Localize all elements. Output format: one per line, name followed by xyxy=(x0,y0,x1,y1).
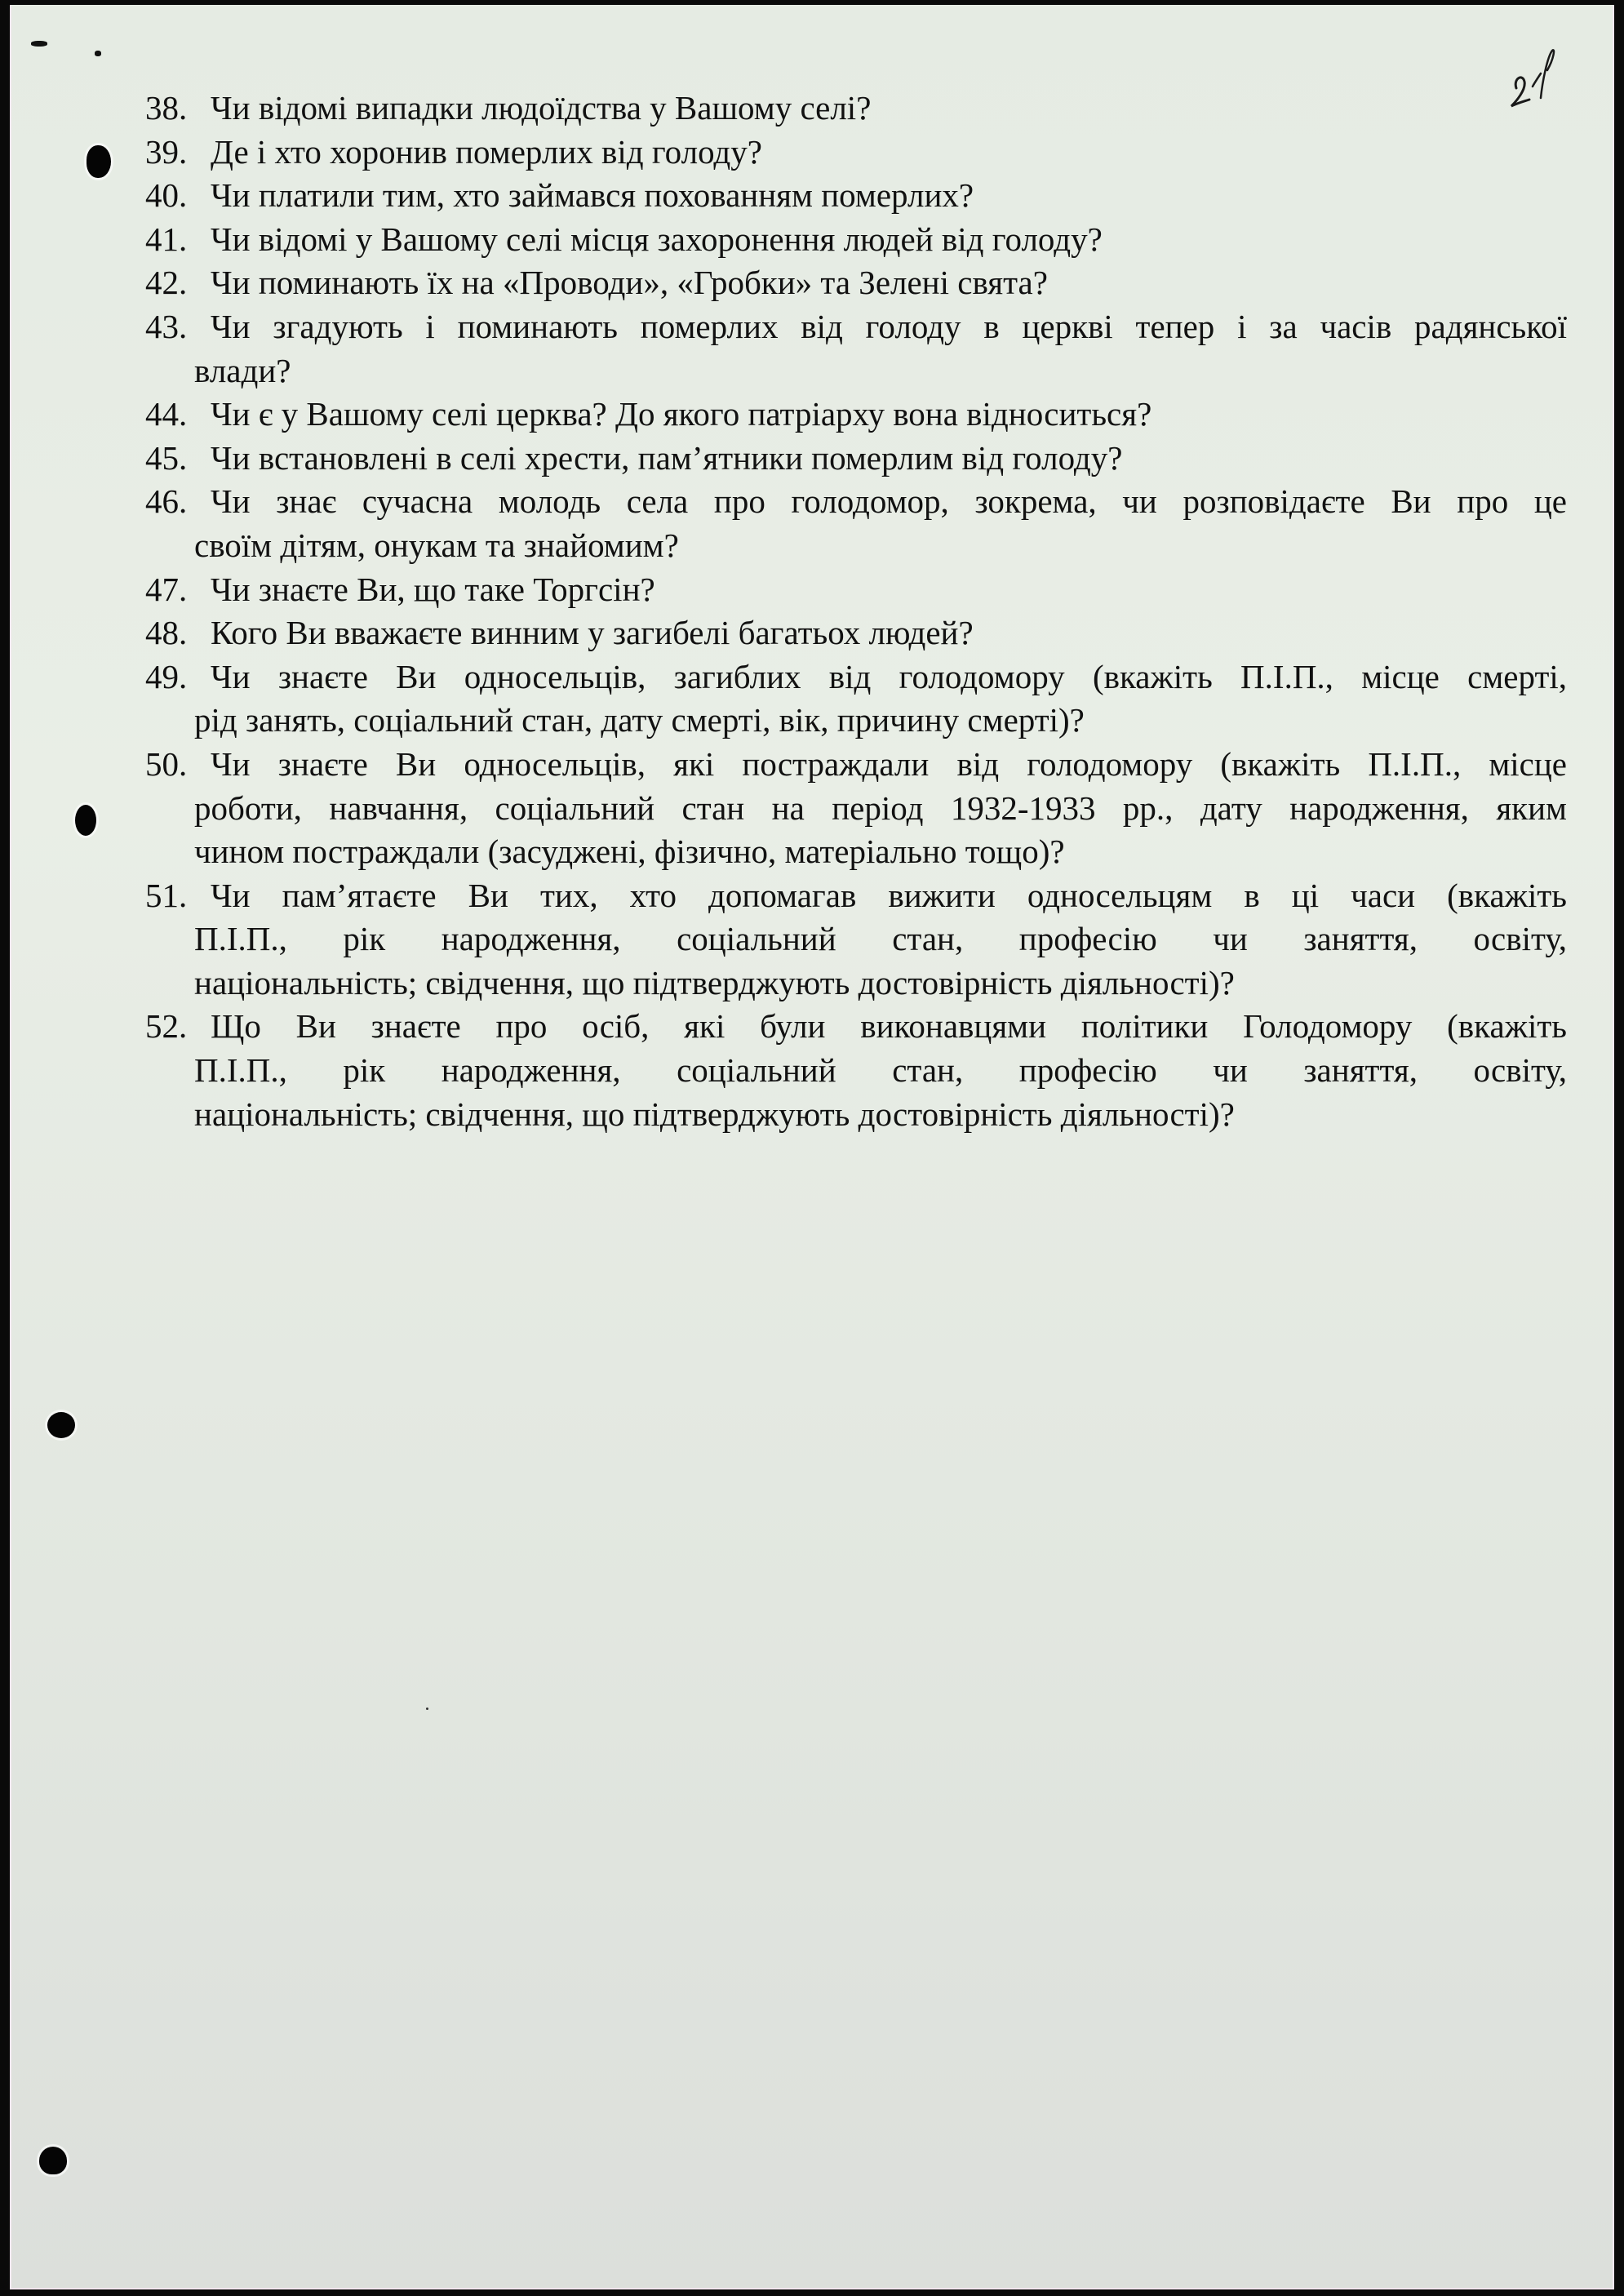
staple-mark-left xyxy=(31,41,47,47)
question-text-line: Чи встановлені в селі хрести, пам’ятники померлим від голоду? xyxy=(211,438,1123,477)
question-number: 40. xyxy=(145,176,188,215)
question-number: 38. xyxy=(145,89,188,127)
question-item xyxy=(134,87,1567,131)
question-text xyxy=(194,261,1567,305)
question-text xyxy=(194,655,1567,743)
question-text-line: влади? xyxy=(194,351,291,389)
question-text-line: П.І.П., рік народження, соціальний стан, професію чи заняття, освіту, xyxy=(194,920,1567,958)
question-text-line: Чи поминають їх на «Проводи», «Гробки» та Зелені свята? xyxy=(211,264,1048,302)
question-text-line: Чи знає сучасна молодь села про голодомор, зокрема, чи розповідаєте Ви про це xyxy=(211,482,1567,521)
question-number: 45. xyxy=(145,438,188,477)
question-text-line: Чи відомі випадки людоїдства у Вашому селі? xyxy=(211,89,872,127)
question-number: 43. xyxy=(145,307,188,345)
question-text xyxy=(194,568,1567,612)
punch-hole-3 xyxy=(47,1412,75,1438)
question-item xyxy=(134,655,1567,743)
punch-hole-2 xyxy=(75,805,96,836)
question-text-line: Що Ви знаєте про осіб, які були виконавцями політики Голодомору (вкажіть xyxy=(211,1007,1567,1046)
question-text-line: роботи, навчання, соціальний стан на період 1932-1933 рр., дату народження, яким xyxy=(194,788,1567,827)
question-number: 47. xyxy=(145,570,188,608)
question-text-line: національність; свідчення, що підтверджують достовірність діяльності)? xyxy=(194,1095,1235,1133)
question-text-line: Чи знаєте Ви, що таке Торгсін? xyxy=(211,570,655,608)
question-item xyxy=(134,261,1567,305)
question-number: 41. xyxy=(145,220,188,258)
question-list xyxy=(134,87,1567,1136)
question-item xyxy=(134,437,1567,481)
question-number: 42. xyxy=(145,264,188,302)
question-number: 50. xyxy=(145,744,188,783)
question-text xyxy=(194,393,1567,437)
question-text-line: Чи згадують і поминають померлих від голоду в церкві тепер і за часів радянської xyxy=(211,307,1567,345)
question-text xyxy=(194,131,1567,175)
punch-hole-1 xyxy=(87,145,111,178)
question-item xyxy=(134,874,1567,1006)
question-item xyxy=(134,611,1567,655)
question-item xyxy=(134,174,1567,218)
question-text xyxy=(194,305,1567,393)
document-page xyxy=(10,5,1614,2289)
question-item xyxy=(134,743,1567,874)
question-text xyxy=(194,743,1567,874)
question-number: 46. xyxy=(145,482,188,521)
question-item xyxy=(134,1005,1567,1136)
question-text xyxy=(194,874,1567,1006)
question-text xyxy=(194,611,1567,655)
question-text xyxy=(194,1005,1567,1136)
question-text xyxy=(194,437,1567,481)
question-item xyxy=(134,305,1567,393)
paper-speck xyxy=(426,1708,428,1710)
question-text xyxy=(194,480,1567,567)
question-text-line: Кого Ви вважаєте винним у загибелі багатьох людей? xyxy=(211,614,974,652)
question-item xyxy=(134,218,1567,262)
question-text-line: своїм дітям, онукам та знайомим? xyxy=(194,526,679,564)
question-text-line: Чи платили тим, хто займався похованням померлих? xyxy=(211,176,974,215)
question-number: 52. xyxy=(145,1007,188,1046)
question-item xyxy=(134,568,1567,612)
question-text xyxy=(194,87,1567,131)
question-text-line: рід занять, соціальний стан, дату смерті, вік, причину смерті)? xyxy=(194,701,1085,739)
question-text xyxy=(194,174,1567,218)
question-item xyxy=(134,480,1567,567)
question-text-line: Чи знаєте Ви односельців, загиблих від голодомору (вкажіть П.І.П., місце смерті, xyxy=(211,657,1567,695)
question-text-line: Чи є у Вашому селі церква? До якого патріарху вона відноситься? xyxy=(211,395,1152,433)
question-text-line: Де і хто хоронив померлих від голоду? xyxy=(211,132,762,171)
question-text-line: Чи знаєте Ви односельців, які постраждали від голодомору (вкажіть П.І.П., місце xyxy=(211,744,1567,783)
question-number: 51. xyxy=(145,876,188,914)
question-number: 48. xyxy=(145,614,188,652)
punch-hole-4 xyxy=(39,2147,67,2174)
question-number: 39. xyxy=(145,132,188,171)
question-text-line: Чи пам’ятаєте Ви тих, хто допомагав вижити односельцям в ці часи (вкажіть xyxy=(211,876,1567,914)
question-number: 44. xyxy=(145,395,188,433)
question-text xyxy=(194,218,1567,262)
staple-mark-right xyxy=(95,51,101,56)
question-item xyxy=(134,393,1567,437)
question-text-line: чином постраждали (засуджені, фізично, матеріально тощо)? xyxy=(194,833,1065,871)
question-item xyxy=(134,131,1567,175)
question-text-line: П.І.П., рік народження, соціальний стан, професію чи заняття, освіту, xyxy=(194,1051,1567,1090)
question-text-line: національність; свідчення, що підтверджують достовірність діяльності)? xyxy=(194,963,1235,1001)
question-text-line: Чи відомі у Вашому селі місця захоронення людей від голоду? xyxy=(211,220,1103,258)
question-number: 49. xyxy=(145,657,188,695)
